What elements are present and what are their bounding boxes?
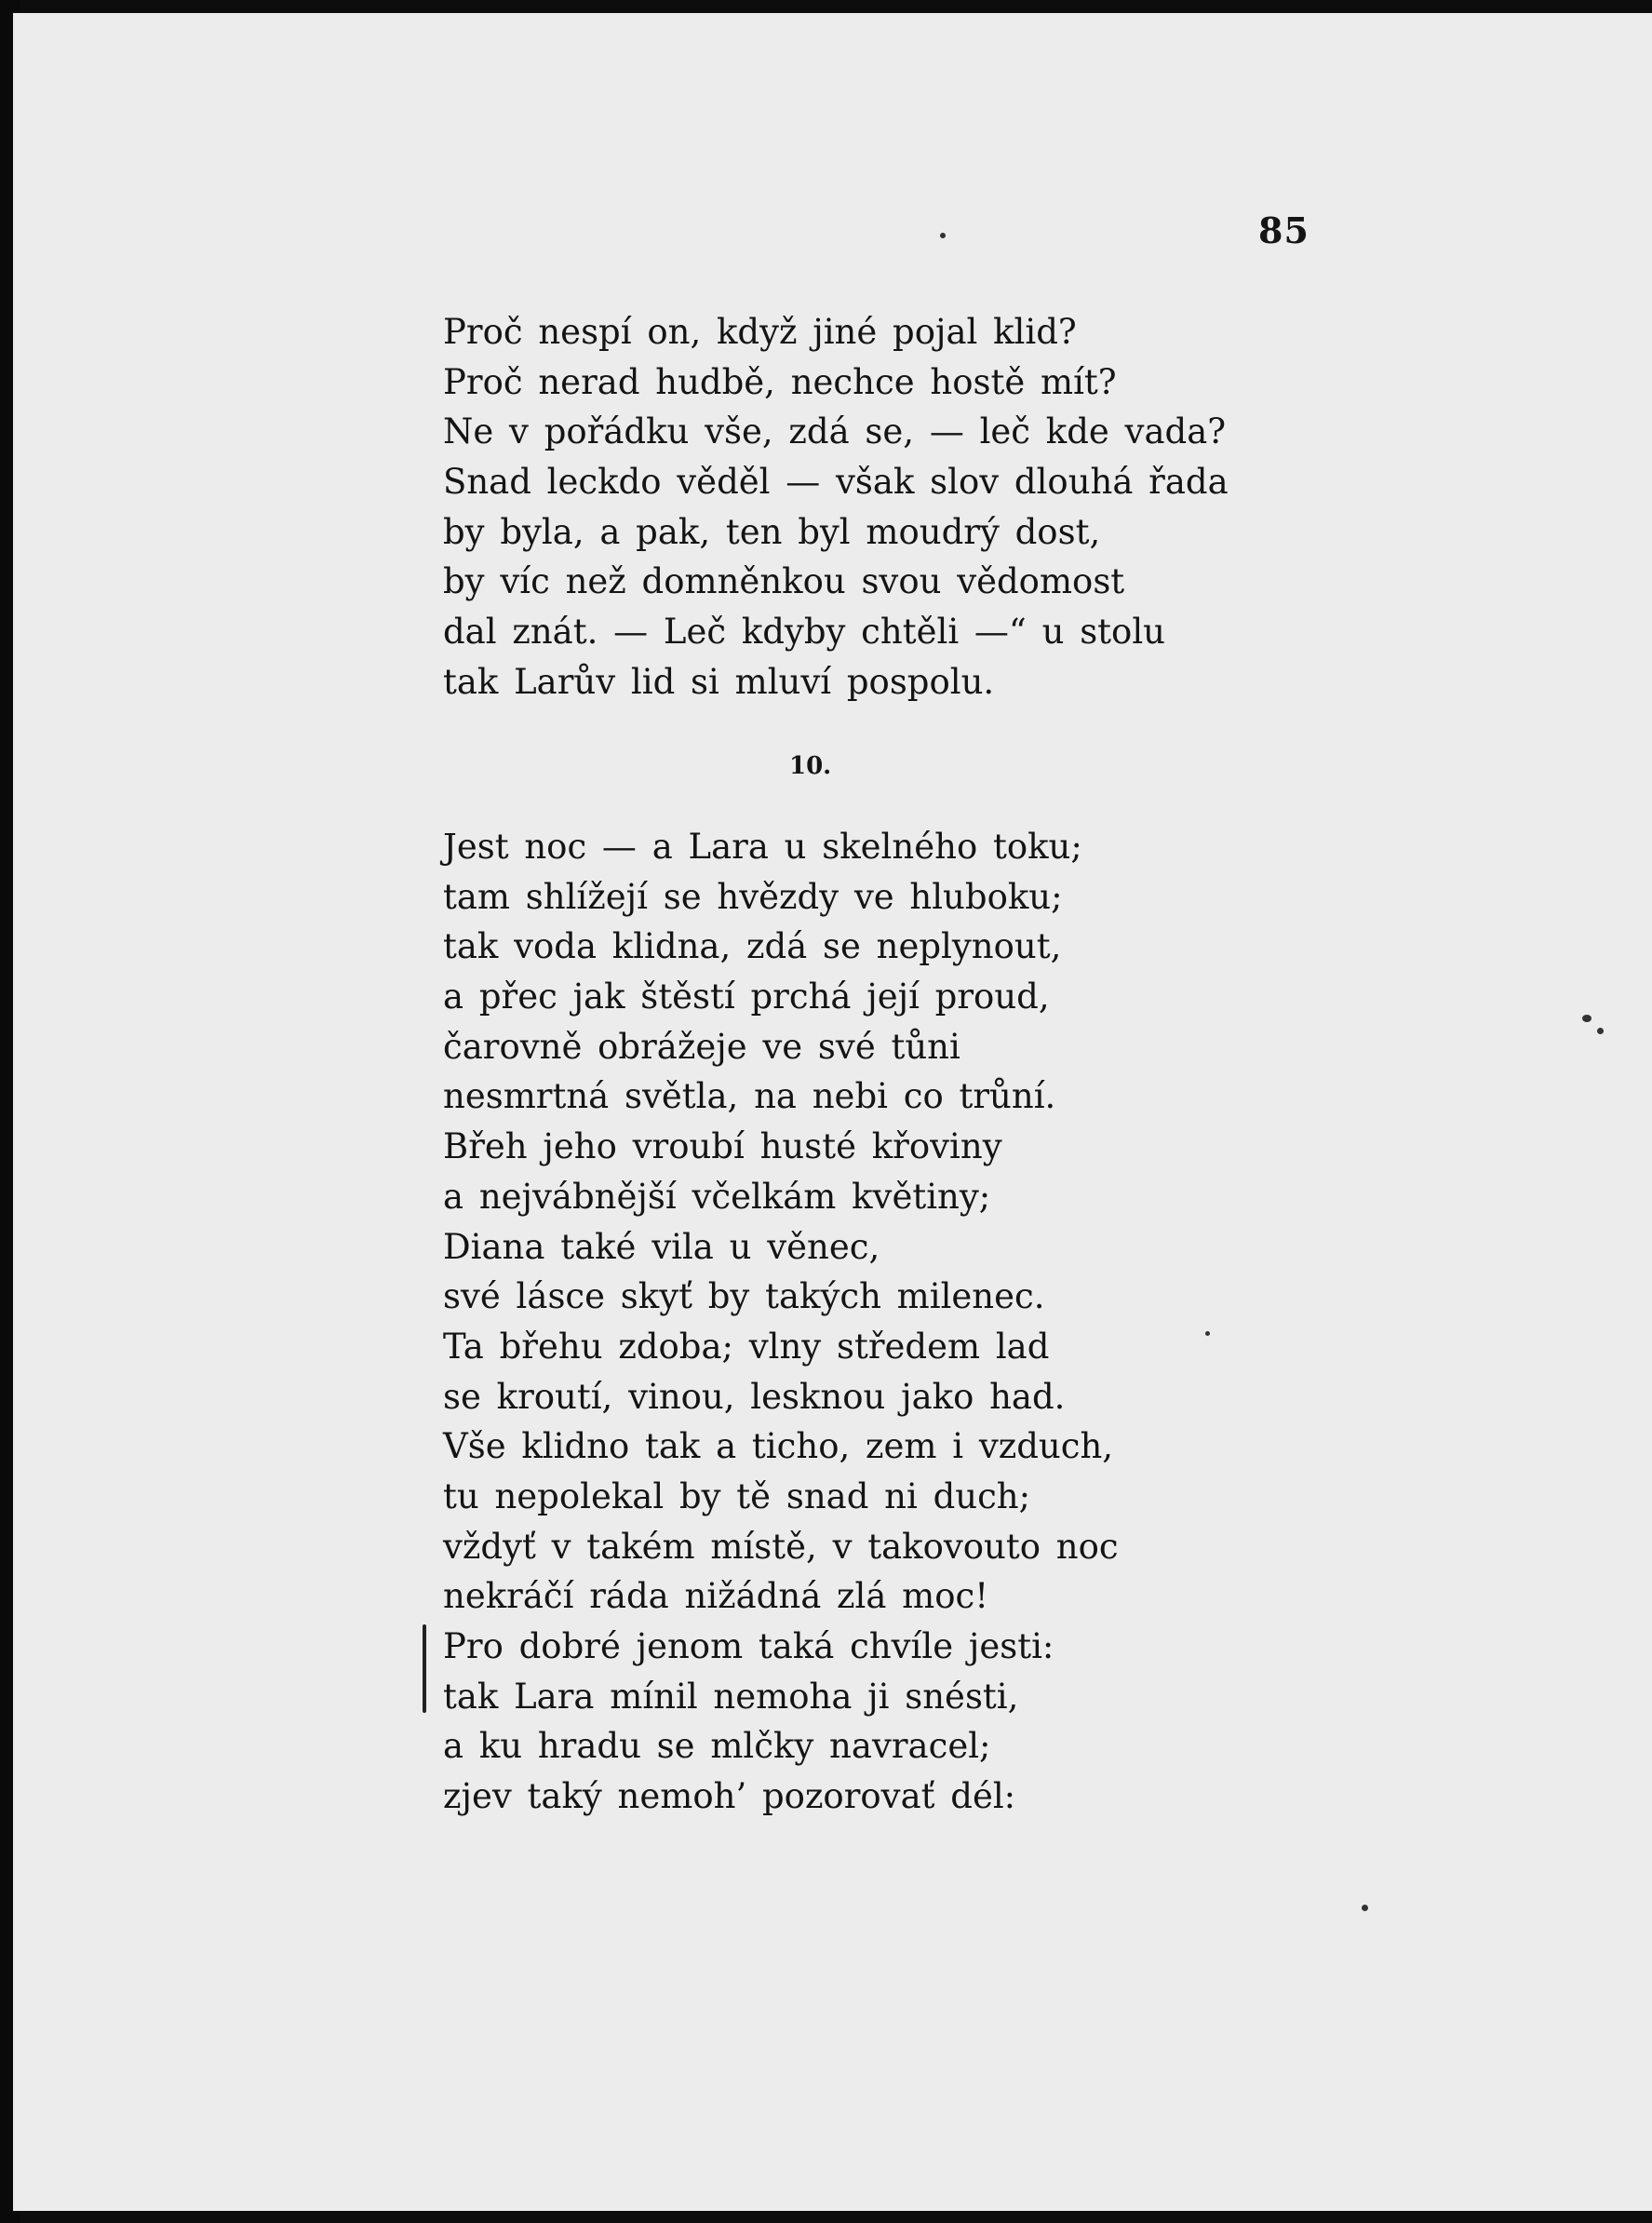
verse-line: dal znát. — Leč kdyby chtěli —“ u stolu xyxy=(443,612,1165,653)
verse-line: Jest noc — a Lara u skelného toku; xyxy=(443,827,1082,867)
verse-line: Pro dobré jenom taká chvíle jesti: xyxy=(443,1626,1054,1666)
verse-line: své lásce skyť by takých milenec. xyxy=(443,1276,1045,1317)
print-speck xyxy=(1582,1015,1592,1022)
verse-line: a nejvábnější včelkám květiny; xyxy=(443,1176,991,1217)
verse-line: tak Larův lid si mluví pospolu. xyxy=(443,661,995,702)
verse-line: Snad leckdo věděl — však slov dlouhá řada xyxy=(443,462,1229,503)
verse-block-top xyxy=(443,307,1229,707)
verse-line: Břeh jeho vroubí husté křoviny xyxy=(443,1126,1002,1167)
verse-line: tu nepolekal by tě snad ni duch; xyxy=(443,1475,1031,1516)
verse-line: nesmrtná světla, na nebi co trůní. xyxy=(443,1076,1056,1117)
verse-line: by víc než domněnkou svou vědomost xyxy=(443,561,1125,602)
verse-line: Diana také vila u věnec, xyxy=(443,1226,880,1267)
verse-line: Ta břehu zdoba; vlny středem lad xyxy=(443,1326,1050,1367)
print-speck xyxy=(1205,1331,1210,1336)
verse-line: tak voda klidna, zdá se neplynout, xyxy=(443,926,1062,967)
print-speck xyxy=(940,233,946,238)
verse-line: Proč nespí on, když jiné pojal klid? xyxy=(443,312,1077,352)
margin-mark xyxy=(423,1624,426,1713)
verse-line: a přec jak štěstí prchá její proud, xyxy=(443,977,1050,1017)
verse-line: nekráčí ráda nižádná zlá moc! xyxy=(443,1576,989,1617)
verse-line: Proč nerad hudbě, nechce hostě mít? xyxy=(443,361,1117,402)
verse-line: se kroutí, vinou, lesknou jako had. xyxy=(443,1376,1066,1417)
verse-line: čarovně obrážeje ve své tůni xyxy=(443,1026,960,1067)
print-speck xyxy=(1362,1905,1368,1911)
page-number: 85 xyxy=(1258,209,1310,251)
verse-line: vždyť v takém místě, v takovouto noc xyxy=(443,1526,1119,1567)
verse-line: Vše klidno tak a ticho, zem i vzduch, xyxy=(443,1426,1114,1467)
verse-block-bottom xyxy=(443,822,1119,1822)
verse-line: tam shlížejí se hvězdy ve hluboku; xyxy=(443,876,1063,917)
verse-line: a ku hradu se mlčky navracel; xyxy=(443,1726,991,1767)
verse-line: Ne v pořádku vše, zdá se, — leč kde vada? xyxy=(443,411,1227,452)
print-speck xyxy=(1597,1028,1604,1034)
verse-line: zjev taký nemoh’ pozorovať dél: xyxy=(443,1776,1016,1817)
verse-line: by byla, a pak, ten byl moudrý dost, xyxy=(443,511,1101,552)
verse-line: tak Lara mínil nemoha ji snésti, xyxy=(443,1676,1019,1717)
stanza-number: 10. xyxy=(789,752,832,780)
